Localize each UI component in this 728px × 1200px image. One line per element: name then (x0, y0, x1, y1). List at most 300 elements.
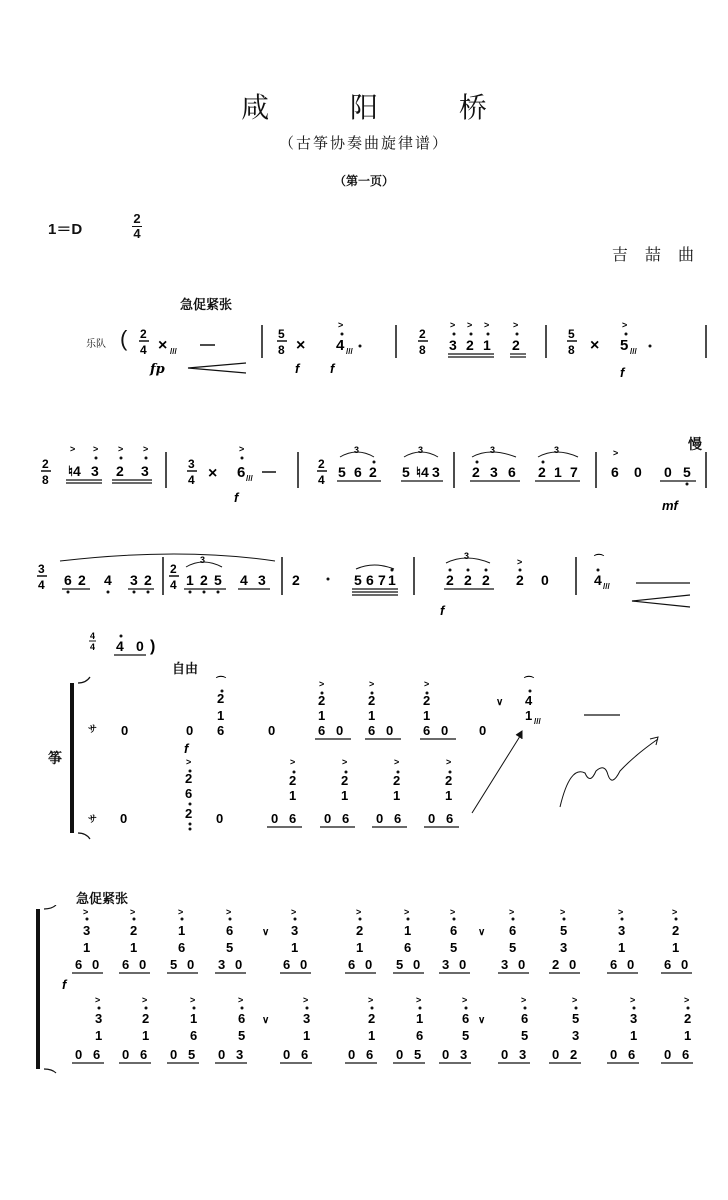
svg-text:0: 0 (428, 811, 436, 826)
svg-text:f: f (440, 603, 445, 618)
lower-top-note: 6 (462, 1011, 470, 1026)
accent: > (572, 995, 578, 1005)
accent: > (226, 907, 232, 917)
svg-text:0: 0 (541, 572, 549, 588)
svg-text:f: f (234, 490, 239, 505)
lower-bottom-note: 2 (570, 1047, 578, 1062)
lower-top-note: 2 (684, 1011, 692, 1026)
accent: > (142, 995, 148, 1005)
upper-top-note: 3 (291, 923, 299, 938)
dot (419, 1007, 422, 1010)
accent: > (238, 995, 244, 1005)
svg-text:>: > (118, 444, 124, 454)
dot (575, 1007, 578, 1010)
svg-text:2: 2 (217, 691, 225, 706)
accent: > (190, 995, 196, 1005)
meter-bottom: 4 (140, 343, 147, 357)
dot (633, 1007, 636, 1010)
dot (675, 918, 678, 921)
svg-text:4: 4 (240, 572, 248, 588)
lower-bottom-rest: 0 (348, 1047, 356, 1062)
dot (98, 1007, 101, 1010)
svg-text:∨: ∨ (496, 697, 504, 708)
accent: > (303, 995, 309, 1005)
upper-top-note: 1 (178, 923, 186, 938)
dot (359, 918, 362, 921)
lower-bottom-note: 3 (460, 1047, 468, 1062)
dot (465, 1007, 468, 1010)
svg-text:f: f (184, 741, 189, 756)
dot (133, 918, 136, 921)
accent: > (368, 995, 374, 1005)
lower-bottom-note: 6 (366, 1047, 374, 1062)
accent: > (521, 995, 527, 1005)
dot (621, 918, 624, 921)
svg-text:6: 6 (237, 464, 246, 481)
lower-mid-note: 1 (684, 1028, 692, 1043)
system1-notation (0, 300, 728, 400)
dot (294, 918, 297, 921)
svg-text:f: f (62, 977, 67, 992)
lower-top-note: 2 (368, 1011, 376, 1026)
svg-text:>: > (394, 757, 400, 767)
svg-text:2: 2 (445, 773, 453, 788)
svg-text:0: 0 (376, 811, 384, 826)
lower-top-note: 5 (572, 1011, 580, 1026)
svg-text:2: 2 (423, 693, 431, 708)
accent: > (509, 907, 515, 917)
svg-text:2: 2 (538, 464, 546, 480)
svg-text:2: 2 (419, 327, 426, 341)
upper-bottom-note: 5 (396, 957, 404, 972)
dot (306, 1007, 309, 1010)
svg-text:6: 6 (611, 464, 619, 480)
svg-text:2: 2 (144, 572, 152, 588)
accent: > (684, 995, 690, 1005)
svg-text:>: > (338, 320, 344, 330)
lower-mid-note: 5 (462, 1028, 470, 1043)
upper-mid-note: 1 (618, 940, 626, 955)
upper-bottom-rest: 0 (92, 957, 100, 972)
accent: > (672, 907, 678, 917)
upper-bottom-rest: 0 (139, 957, 147, 972)
svg-text:6: 6 (289, 811, 297, 826)
dyn-fp: fp (150, 362, 165, 377)
upper-top-note: 5 (560, 923, 568, 938)
svg-text:0: 0 (324, 811, 332, 826)
svg-text:6: 6 (185, 786, 193, 801)
svg-text:8: 8 (278, 343, 285, 357)
tempo-slow: 慢 (688, 436, 702, 452)
svg-text:///: /// (246, 474, 253, 483)
svg-text:2: 2 (318, 693, 326, 708)
lower-bottom-note: 6 (628, 1047, 636, 1062)
svg-text:1: 1 (445, 788, 453, 803)
system2-notation (0, 430, 728, 520)
svg-text:2: 2 (170, 562, 177, 576)
svg-text:>: > (467, 320, 473, 330)
svg-text:>: > (484, 320, 490, 330)
system3-notation (0, 545, 728, 620)
lower-bottom-rest: 0 (75, 1047, 83, 1062)
svg-text:>: > (517, 557, 523, 567)
dot (524, 1007, 527, 1010)
lower-mid-note: 1 (142, 1028, 150, 1043)
lower-top-note: 1 (416, 1011, 424, 1026)
svg-text:f: f (330, 361, 335, 376)
dot (193, 1007, 196, 1010)
svg-text:>: > (143, 444, 149, 454)
svg-text:1: 1 (217, 708, 225, 723)
lower-mid-note: 6 (190, 1028, 198, 1043)
svg-text:1: 1 (483, 337, 491, 353)
svg-text:×: × (208, 465, 218, 482)
upper-mid-note: 1 (672, 940, 680, 955)
dot (563, 918, 566, 921)
svg-text:>: > (290, 757, 296, 767)
svg-text:4: 4 (170, 578, 177, 592)
svg-text:>: > (613, 448, 619, 458)
svg-text:4: 4 (188, 473, 195, 487)
upper-top-note: 2 (130, 923, 138, 938)
svg-text:2: 2 (292, 572, 300, 588)
svg-text:>: > (622, 320, 628, 330)
lower-bottom-rest: 0 (442, 1047, 450, 1062)
lower-bottom-rest: 0 (501, 1047, 509, 1062)
svg-text:>: > (239, 444, 245, 454)
accent: > (404, 907, 410, 917)
svg-text:3: 3 (490, 464, 498, 480)
upper-bottom-rest: 0 (518, 957, 526, 972)
svg-text:⌒: ⌒ (594, 555, 604, 566)
accent: > (450, 907, 456, 917)
svg-text:4: 4 (104, 572, 112, 588)
lower-mid-note: 1 (630, 1028, 638, 1043)
svg-text:>: > (446, 757, 452, 767)
svg-text:6: 6 (64, 572, 72, 588)
svg-text:1: 1 (341, 788, 349, 803)
upper-bottom-rest: 0 (365, 957, 373, 972)
svg-text:2: 2 (185, 806, 193, 821)
svg-text:1: 1 (388, 572, 396, 588)
svg-text:7: 7 (570, 464, 578, 480)
accent: > (291, 907, 297, 917)
svg-text:5: 5 (402, 464, 410, 480)
upper-bottom-note: 3 (442, 957, 450, 972)
svg-text:2: 2 (472, 464, 480, 480)
svg-text:4: 4 (116, 638, 124, 654)
upper-bottom-note: 6 (610, 957, 618, 972)
lower-top-note: 3 (630, 1011, 638, 1026)
time-signature-top: 2 (133, 211, 141, 226)
dot (181, 918, 184, 921)
upper-mid-note: 5 (509, 940, 517, 955)
svg-text:♮4: ♮4 (68, 463, 81, 479)
svg-text:0: 0 (386, 723, 394, 738)
upper-mid-note: 5 (450, 940, 458, 955)
svg-text:2: 2 (446, 572, 454, 588)
upper-top-note: 1 (404, 923, 412, 938)
system4-notation (60, 675, 720, 845)
accent: > (130, 907, 136, 917)
svg-text:6: 6 (368, 723, 376, 738)
svg-text:0: 0 (120, 811, 128, 826)
system5-notation (30, 905, 720, 1075)
svg-text:6: 6 (446, 811, 454, 826)
svg-text:3: 3 (418, 445, 424, 455)
svg-text:>: > (450, 320, 456, 330)
meter-top: 2 (140, 327, 147, 341)
composer: 吉 喆 曲 (611, 245, 700, 264)
svg-text:6: 6 (354, 464, 362, 480)
svg-text:1: 1 (393, 788, 401, 803)
svg-text:2: 2 (42, 457, 49, 471)
upper-mid-note: 1 (291, 940, 299, 955)
svg-text:8: 8 (419, 343, 426, 357)
upper-bottom-note: 6 (75, 957, 83, 972)
svg-text:>: > (319, 679, 325, 689)
upper-mid-note: 5 (226, 940, 234, 955)
svg-text:>: > (70, 444, 76, 454)
svg-text:4: 4 (90, 642, 96, 652)
upper-top-note: 2 (672, 923, 680, 938)
svg-text:6: 6 (366, 572, 374, 588)
lower-top-note: 2 (142, 1011, 150, 1026)
svg-text:♮4: ♮4 (416, 464, 429, 480)
svg-text:2: 2 (78, 572, 86, 588)
svg-text:3: 3 (38, 562, 45, 576)
svg-text:1: 1 (318, 708, 326, 723)
lower-bottom-note: 3 (519, 1047, 527, 1062)
lower-bottom-rest: 0 (170, 1047, 178, 1062)
dot (229, 918, 232, 921)
breath-mark: ∨ (262, 1015, 270, 1026)
svg-text:): ) (150, 638, 156, 655)
upper-top-note: 6 (450, 923, 458, 938)
instrument-label: 乐队 (86, 339, 106, 350)
svg-text:3: 3 (432, 464, 440, 480)
svg-text:///: /// (534, 717, 541, 726)
svg-text:7: 7 (378, 572, 386, 588)
breath-mark: ∨ (262, 927, 270, 938)
svg-text:3: 3 (130, 572, 138, 588)
tremolo-mark: /// (170, 347, 177, 356)
open-paren: ( (120, 326, 128, 351)
svg-text:>: > (186, 757, 192, 767)
lower-top-note: 6 (521, 1011, 529, 1026)
svg-text:4: 4 (594, 572, 602, 588)
lower-bottom-note: 5 (188, 1047, 196, 1062)
svg-text:2: 2 (482, 572, 490, 588)
svg-text:サ: サ (88, 724, 98, 734)
svg-text:0: 0 (664, 464, 672, 480)
svg-text:1: 1 (423, 708, 431, 723)
dot (453, 918, 456, 921)
svg-text:2: 2 (318, 457, 325, 471)
svg-text:0: 0 (136, 638, 144, 654)
svg-text:0: 0 (634, 464, 642, 480)
lower-bottom-rest: 0 (664, 1047, 672, 1062)
accent: > (630, 995, 636, 1005)
svg-text:0: 0 (268, 723, 276, 738)
svg-text:1: 1 (525, 708, 533, 723)
svg-text:1: 1 (368, 708, 376, 723)
svg-text:2: 2 (393, 773, 401, 788)
svg-text:2: 2 (466, 337, 474, 353)
lower-mid-note: 3 (572, 1028, 580, 1043)
svg-text:1: 1 (186, 572, 194, 588)
upper-mid-note: 1 (130, 940, 138, 955)
lower-bottom-rest: 0 (552, 1047, 560, 1062)
svg-text:3: 3 (490, 445, 496, 455)
lower-mid-note: 1 (95, 1028, 103, 1043)
lower-bottom-note: 3 (236, 1047, 244, 1062)
svg-text:>: > (513, 320, 519, 330)
lower-bottom-rest: 0 (122, 1047, 130, 1062)
lower-bottom-note: 6 (301, 1047, 309, 1062)
lower-mid-note: 5 (521, 1028, 529, 1043)
svg-text:4: 4 (525, 693, 533, 708)
svg-text:6: 6 (217, 723, 225, 738)
upper-mid-note: 3 (560, 940, 568, 955)
tempo-marking-free: 自由 (172, 661, 199, 676)
dot (512, 918, 515, 921)
accent: > (178, 907, 184, 917)
breath-mark: ∨ (478, 1015, 486, 1026)
upper-bottom-rest: 0 (300, 957, 308, 972)
svg-text:0: 0 (479, 723, 487, 738)
upper-bottom-rest: 0 (187, 957, 195, 972)
lower-top-note: 1 (190, 1011, 198, 1026)
tempo-marking-2: 急促紧张 (76, 891, 129, 906)
dot (86, 918, 89, 921)
lower-mid-note: 1 (368, 1028, 376, 1043)
upper-bottom-note: 3 (218, 957, 226, 972)
svg-text:2: 2 (185, 771, 193, 786)
note-x: × (158, 337, 168, 354)
page-title: 咸 阳 桥 (241, 91, 523, 124)
svg-text:4: 4 (90, 631, 96, 641)
svg-text:0: 0 (336, 723, 344, 738)
svg-text:3: 3 (141, 463, 149, 479)
upper-bottom-note: 3 (501, 957, 509, 972)
lower-bottom-rest: 0 (218, 1047, 226, 1062)
upper-mid-note: 6 (178, 940, 186, 955)
upper-top-note: 6 (226, 923, 234, 938)
svg-text:2: 2 (369, 464, 377, 480)
upper-bottom-rest: 0 (413, 957, 421, 972)
svg-text:///: /// (630, 347, 637, 356)
lower-bottom-note: 6 (682, 1047, 690, 1062)
svg-text:6: 6 (318, 723, 326, 738)
svg-text:2: 2 (116, 463, 124, 479)
svg-text:3: 3 (449, 337, 457, 353)
svg-text:>: > (424, 679, 430, 689)
svg-text:1: 1 (289, 788, 297, 803)
lower-top-note: 3 (95, 1011, 103, 1026)
upper-bottom-rest: 0 (627, 957, 635, 972)
svg-text:×: × (296, 337, 306, 354)
upper-bottom-note: 6 (122, 957, 130, 972)
svg-text:mf: mf (662, 498, 678, 513)
dot (241, 1007, 244, 1010)
lower-mid-note: 6 (416, 1028, 424, 1043)
svg-text:2: 2 (464, 572, 472, 588)
svg-text:2: 2 (341, 773, 349, 788)
upper-bottom-rest: 0 (569, 957, 577, 972)
svg-text:///: /// (603, 582, 610, 591)
svg-text:///: /// (346, 347, 353, 356)
lower-mid-note: 5 (238, 1028, 246, 1043)
instrument-zheng: 筝 (48, 750, 62, 766)
lower-bottom-note: 6 (93, 1047, 101, 1062)
accent: > (95, 995, 101, 1005)
svg-text:>: > (93, 444, 99, 454)
lower-mid-note: 1 (303, 1028, 311, 1043)
svg-text:f: f (620, 365, 625, 380)
upper-top-note: 3 (83, 923, 91, 938)
svg-text:サ: サ (88, 814, 98, 824)
tempo-marking-1: 急促紧张 (180, 297, 233, 312)
upper-mid-note: 6 (404, 940, 412, 955)
svg-text:5: 5 (214, 572, 222, 588)
svg-text:3: 3 (464, 551, 470, 561)
svg-text:0: 0 (441, 723, 449, 738)
upper-top-note: 3 (618, 923, 626, 938)
svg-text:2: 2 (368, 693, 376, 708)
upper-bottom-rest: 0 (681, 957, 689, 972)
decrescendo-hairpin (188, 363, 246, 373)
upper-bottom-rest: 0 (235, 957, 243, 972)
upper-bottom-note: 2 (552, 957, 560, 972)
svg-text:6: 6 (508, 464, 516, 480)
upper-bottom-note: 5 (170, 957, 178, 972)
time-signature-bottom: 4 (133, 226, 141, 241)
dot (407, 918, 410, 921)
upper-bottom-note: 6 (664, 957, 672, 972)
svg-text:4: 4 (38, 578, 45, 592)
svg-text:2: 2 (516, 572, 524, 588)
upper-mid-note: 1 (83, 940, 91, 955)
upper-bottom-rest: 0 (459, 957, 467, 972)
svg-text:5: 5 (354, 572, 362, 588)
accent: > (560, 907, 566, 917)
svg-text:3: 3 (258, 572, 266, 588)
svg-text:3: 3 (91, 463, 99, 479)
svg-text:5: 5 (568, 327, 575, 341)
page-label: （第一页） (333, 174, 394, 188)
svg-text:6: 6 (342, 811, 350, 826)
upper-bottom-note: 6 (283, 957, 291, 972)
lower-bottom-note: 5 (414, 1047, 422, 1062)
upper-top-note: 2 (356, 923, 364, 938)
svg-text:0: 0 (271, 811, 279, 826)
lower-bottom-rest: 0 (283, 1047, 291, 1062)
svg-text:0: 0 (121, 723, 129, 738)
key-signature: 1＝D (48, 221, 83, 238)
upper-top-note: 6 (509, 923, 517, 938)
lower-bottom-note: 6 (140, 1047, 148, 1062)
svg-text:5: 5 (338, 464, 346, 480)
svg-text:3: 3 (200, 555, 206, 565)
upper-mid-note: 1 (356, 940, 364, 955)
lower-top-note: 3 (303, 1011, 311, 1026)
dot (687, 1007, 690, 1010)
svg-text:2: 2 (200, 572, 208, 588)
svg-text:⌒: ⌒ (216, 677, 226, 688)
accent: > (618, 907, 624, 917)
svg-text:>: > (369, 679, 375, 689)
